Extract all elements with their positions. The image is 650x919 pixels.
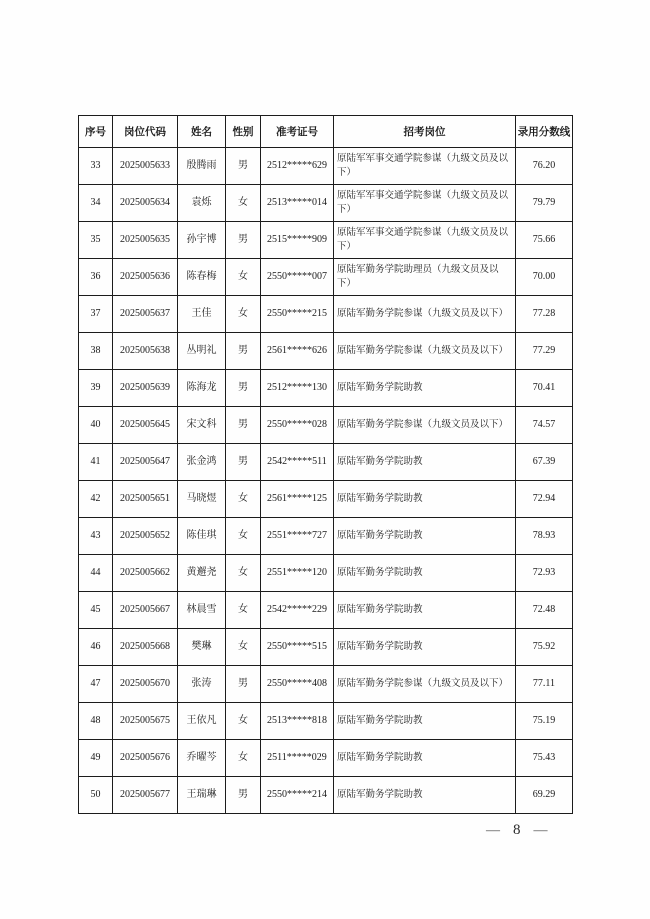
cell-recruit-position: 原陆军勤务学院助教	[334, 518, 516, 555]
cell-index: 48	[79, 703, 113, 740]
cell-position-code: 2025005637	[113, 296, 178, 333]
cell-position-code: 2025005668	[113, 629, 178, 666]
cell-gender: 女	[226, 296, 261, 333]
table-row	[79, 148, 573, 185]
cell-score: 75.66	[516, 222, 573, 259]
cell-index: 46	[79, 629, 113, 666]
cell-name: 陈海龙	[178, 370, 226, 407]
table-row	[79, 481, 573, 518]
cell-ticket-number: 2512*****629	[261, 148, 334, 185]
table-row	[79, 592, 573, 629]
page-footer	[486, 822, 548, 839]
cell-position-code: 2025005645	[113, 407, 178, 444]
cell-gender: 女	[226, 555, 261, 592]
cell-position-code: 2025005639	[113, 370, 178, 407]
cell-name: 殷腾雨	[178, 148, 226, 185]
cell-name: 樊琳	[178, 629, 226, 666]
cell-index: 35	[79, 222, 113, 259]
cell-recruit-position: 原陆军勤务学院助教	[334, 370, 516, 407]
cell-name: 宋文科	[178, 407, 226, 444]
cell-position-code: 2025005662	[113, 555, 178, 592]
cell-score: 72.94	[516, 481, 573, 518]
cell-index: 37	[79, 296, 113, 333]
cell-recruit-position: 原陆军军事交通学院参谋（九级文员及以下）	[334, 148, 516, 185]
cell-gender: 女	[226, 185, 261, 222]
cell-ticket-number: 2550*****214	[261, 777, 334, 814]
cell-name: 丛明礼	[178, 333, 226, 370]
cell-index: 42	[79, 481, 113, 518]
cell-gender: 女	[226, 259, 261, 296]
cell-index: 40	[79, 407, 113, 444]
cell-ticket-number: 2551*****120	[261, 555, 334, 592]
cell-gender: 男	[226, 148, 261, 185]
column-header-code: 岗位代码	[113, 116, 178, 148]
column-header-gender: 性别	[226, 116, 261, 148]
cell-ticket-number: 2561*****626	[261, 333, 334, 370]
column-header-score: 录用分数线	[516, 116, 573, 148]
cell-index: 43	[79, 518, 113, 555]
cell-gender: 男	[226, 222, 261, 259]
cell-name: 张涛	[178, 666, 226, 703]
cell-recruit-position: 原陆军勤务学院助理员（九级文员及以下）	[334, 259, 516, 296]
cell-index: 34	[79, 185, 113, 222]
cell-score: 70.00	[516, 259, 573, 296]
cell-name: 陈春梅	[178, 259, 226, 296]
cell-name: 王依凡	[178, 703, 226, 740]
table-row	[79, 222, 573, 259]
cell-name: 黄邂尧	[178, 555, 226, 592]
cell-recruit-position: 原陆军勤务学院助教	[334, 740, 516, 777]
cell-score: 67.39	[516, 444, 573, 481]
cell-recruit-position: 原陆军勤务学院助教	[334, 481, 516, 518]
cell-gender: 女	[226, 481, 261, 518]
cell-score: 72.93	[516, 555, 573, 592]
cell-index: 45	[79, 592, 113, 629]
cell-position-code: 2025005634	[113, 185, 178, 222]
cell-recruit-position: 原陆军勤务学院助教	[334, 592, 516, 629]
table-row	[79, 185, 573, 222]
cell-recruit-position: 原陆军勤务学院助教	[334, 444, 516, 481]
cell-ticket-number: 2551*****727	[261, 518, 334, 555]
cell-gender: 女	[226, 629, 261, 666]
table-row	[79, 370, 573, 407]
cell-index: 39	[79, 370, 113, 407]
cell-position-code: 2025005638	[113, 333, 178, 370]
cell-recruit-position: 原陆军勤务学院助教	[334, 777, 516, 814]
cell-position-code: 2025005636	[113, 259, 178, 296]
cell-ticket-number: 2550*****515	[261, 629, 334, 666]
cell-name: 王佳	[178, 296, 226, 333]
cell-name: 王瑞琳	[178, 777, 226, 814]
column-header-index: 序号	[79, 116, 113, 148]
cell-gender: 男	[226, 333, 261, 370]
cell-gender: 女	[226, 703, 261, 740]
cell-recruit-position: 原陆军勤务学院参谋（九级文员及以下）	[334, 333, 516, 370]
cell-name: 张金鸿	[178, 444, 226, 481]
footer-dash-left: —	[486, 822, 500, 838]
cell-score: 76.20	[516, 148, 573, 185]
cell-recruit-position: 原陆军勤务学院参谋（九级文员及以下）	[334, 666, 516, 703]
footer-dash-right: —	[533, 822, 548, 838]
cell-position-code: 2025005633	[113, 148, 178, 185]
table-row	[79, 740, 573, 777]
cell-position-code: 2025005647	[113, 444, 178, 481]
cell-ticket-number: 2511*****029	[261, 740, 334, 777]
table-row	[79, 333, 573, 370]
cell-score: 77.11	[516, 666, 573, 703]
column-header-position: 招考岗位	[334, 116, 516, 148]
cell-name: 马晓煜	[178, 481, 226, 518]
cell-position-code: 2025005652	[113, 518, 178, 555]
cell-recruit-position: 原陆军军事交通学院参谋（九级文员及以下）	[334, 222, 516, 259]
cell-ticket-number: 2561*****125	[261, 481, 334, 518]
cell-ticket-number: 2550*****215	[261, 296, 334, 333]
table-body	[79, 148, 573, 814]
page-number: 8	[513, 822, 521, 838]
table-row	[79, 518, 573, 555]
cell-score: 75.19	[516, 703, 573, 740]
cell-index: 38	[79, 333, 113, 370]
table-row	[79, 444, 573, 481]
cell-score: 75.92	[516, 629, 573, 666]
cell-gender: 女	[226, 518, 261, 555]
cell-name: 孙宇博	[178, 222, 226, 259]
table-row	[79, 555, 573, 592]
cell-position-code: 2025005667	[113, 592, 178, 629]
cell-score: 79.79	[516, 185, 573, 222]
cell-gender: 男	[226, 444, 261, 481]
cell-score: 74.57	[516, 407, 573, 444]
table-row	[79, 407, 573, 444]
table-row	[79, 296, 573, 333]
cell-score: 72.48	[516, 592, 573, 629]
cell-gender: 男	[226, 666, 261, 703]
cell-ticket-number: 2513*****818	[261, 703, 334, 740]
cell-score: 70.41	[516, 370, 573, 407]
cell-position-code: 2025005651	[113, 481, 178, 518]
table-row	[79, 259, 573, 296]
cell-index: 36	[79, 259, 113, 296]
cell-ticket-number: 2542*****229	[261, 592, 334, 629]
cell-gender: 女	[226, 740, 261, 777]
cell-index: 49	[79, 740, 113, 777]
table-row	[79, 703, 573, 740]
cell-gender: 男	[226, 407, 261, 444]
cell-recruit-position: 原陆军勤务学院参谋（九级文员及以下）	[334, 407, 516, 444]
cell-name: 林晨雪	[178, 592, 226, 629]
cell-recruit-position: 原陆军勤务学院助教	[334, 555, 516, 592]
cell-name: 袁烁	[178, 185, 226, 222]
cell-index: 33	[79, 148, 113, 185]
cell-index: 44	[79, 555, 113, 592]
cell-recruit-position: 原陆军军事交通学院参谋（九级文员及以下）	[334, 185, 516, 222]
cell-score: 77.28	[516, 296, 573, 333]
cell-ticket-number: 2550*****408	[261, 666, 334, 703]
cell-recruit-position: 原陆军勤务学院助教	[334, 703, 516, 740]
cell-index: 41	[79, 444, 113, 481]
cell-name: 陈佳琪	[178, 518, 226, 555]
cell-position-code: 2025005635	[113, 222, 178, 259]
cell-ticket-number: 2515*****909	[261, 222, 334, 259]
cell-recruit-position: 原陆军勤务学院参谋（九级文员及以下）	[334, 296, 516, 333]
cell-index: 47	[79, 666, 113, 703]
table-row	[79, 666, 573, 703]
table-header	[79, 116, 573, 148]
header-row	[79, 116, 573, 148]
cell-name: 乔曜芩	[178, 740, 226, 777]
cell-ticket-number: 2512*****130	[261, 370, 334, 407]
column-header-ticket: 准考证号	[261, 116, 334, 148]
cell-score: 77.29	[516, 333, 573, 370]
cell-gender: 女	[226, 592, 261, 629]
cell-ticket-number: 2550*****007	[261, 259, 334, 296]
cell-ticket-number: 2550*****028	[261, 407, 334, 444]
cell-position-code: 2025005675	[113, 703, 178, 740]
cell-gender: 男	[226, 370, 261, 407]
cell-score: 69.29	[516, 777, 573, 814]
cell-ticket-number: 2542*****511	[261, 444, 334, 481]
cell-ticket-number: 2513*****014	[261, 185, 334, 222]
cell-recruit-position: 原陆军勤务学院助教	[334, 629, 516, 666]
cell-position-code: 2025005677	[113, 777, 178, 814]
cell-score: 75.43	[516, 740, 573, 777]
cell-index: 50	[79, 777, 113, 814]
cell-gender: 男	[226, 777, 261, 814]
column-header-name: 姓名	[178, 116, 226, 148]
score-table	[78, 115, 573, 814]
cell-position-code: 2025005676	[113, 740, 178, 777]
cell-position-code: 2025005670	[113, 666, 178, 703]
table-row	[79, 777, 573, 814]
table-row	[79, 629, 573, 666]
cell-score: 78.93	[516, 518, 573, 555]
